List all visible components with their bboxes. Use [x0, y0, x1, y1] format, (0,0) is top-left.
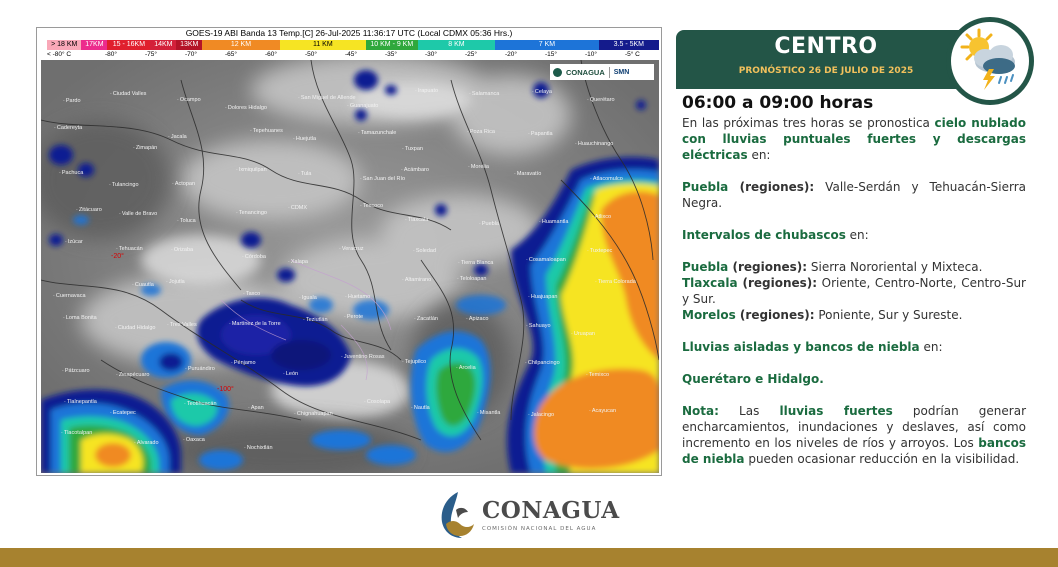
isolated-rain-states: Querétaro e Hidalgo.: [682, 372, 824, 386]
region-title: CENTRO: [774, 34, 878, 59]
satellite-map: [36, 27, 662, 476]
city-label: · Valle de Bravo: [119, 211, 157, 217]
city-label: · Tepehuanes: [250, 128, 283, 134]
city-label: · Huauchinango: [575, 141, 613, 147]
showers-heading: Intervalos de chubascos en:: [682, 228, 869, 242]
city-label: · Texcoco: [360, 203, 383, 209]
city-label: · Córdoba: [242, 254, 266, 260]
conagua-footer-logo: [436, 490, 626, 542]
scale-segment: > 18 KM: [47, 40, 81, 50]
city-label: · Zinapécuaro: [116, 372, 149, 378]
city-label: · Zimapán: [133, 145, 157, 151]
city-label: · Chilpancingo: [525, 360, 560, 366]
city-label: · Ocampo: [177, 97, 201, 103]
city-label: · Huajuapan: [528, 294, 557, 300]
city-label: · Cuautla: [132, 282, 154, 288]
city-label: · Acámbaro: [401, 167, 429, 173]
city-label: · Guanajuato: [347, 103, 378, 109]
scale-segment: 8 KM: [418, 40, 496, 50]
city-label: · Huetamo: [345, 294, 370, 300]
city-label: · Sahuayo: [526, 323, 551, 329]
altitude-scale: [47, 40, 659, 50]
city-label: · Nochixtlán: [244, 445, 273, 451]
city-label: · Pachuca: [59, 170, 83, 176]
city-label: · Pénjamo: [231, 360, 256, 366]
city-label: · Perote: [344, 314, 363, 320]
city-label: · Ecatepec: [110, 410, 136, 416]
city-label: · Ixmiquilpan: [236, 167, 267, 173]
city-label: · Iguala: [299, 295, 317, 301]
city-label: · Alvarado: [134, 440, 159, 446]
scale-segment: 14KM: [150, 40, 176, 50]
city-label: · Tlaxcala: [405, 217, 428, 223]
temperature-label: -5° C: [625, 51, 640, 58]
city-label: · Atlacomulco: [590, 176, 623, 182]
city-label: · Tuxpan: [402, 146, 423, 152]
city-label: · Papantla: [528, 131, 553, 137]
temperature-label: -30°: [425, 51, 437, 58]
city-label: · Actopan: [172, 181, 195, 187]
city-label: · Maravatío: [514, 171, 541, 177]
city-label: · San Miguel de Allende: [298, 95, 356, 101]
city-label: · Xalapa: [288, 259, 308, 265]
city-label: · San Juan del Río: [360, 176, 405, 182]
region-puebla-1: Puebla (regiones): Valle-Serdán y Tehuacán-Sierra Negra.: [682, 180, 1026, 210]
footer-agency-name: CONAGUA: [482, 497, 620, 524]
scale-segment: 17KM: [81, 40, 107, 50]
city-label: · Ciudad Hidalgo: [115, 325, 155, 331]
scale-segment: 11 KM: [280, 40, 366, 50]
city-label: · Dolores Hidalgo: [225, 105, 267, 111]
city-label: · Querétaro: [587, 97, 615, 103]
temperature-label: -20°: [505, 51, 517, 58]
city-label: · Tlalnepantla: [64, 399, 97, 405]
footer-agency-subtitle: COMISIÓN NACIONAL DEL AGUA: [482, 526, 597, 532]
city-label: · Tuxtepec: [587, 248, 612, 254]
forecast-date: PRONÓSTICO 26 DE JULIO DE 2025: [738, 66, 914, 76]
city-label: · León: [283, 371, 298, 377]
temperature-label: -25°: [465, 51, 477, 58]
city-label: · Ciudad Valles: [110, 91, 146, 97]
forecast-text: [682, 92, 1026, 467]
city-label: · Tierra Colorada: [595, 279, 636, 285]
temperature-label: -70°: [185, 51, 197, 58]
region-tlaxcala: Tlaxcala (regiones): Oriente, Centro-Norte, Centro-Sur y Sur.: [682, 276, 1026, 306]
city-label: · Tejupilco: [402, 359, 426, 365]
map-header: [37, 28, 661, 60]
city-label: · Veracruz: [339, 246, 364, 252]
city-label: · Puebla: [479, 221, 499, 227]
region-morelos: Morelos (regiones): Poniente, Sur y Sureste.: [682, 308, 963, 322]
temperature-label: < -80° C: [47, 51, 72, 58]
city-label: · Teotihuacán: [184, 401, 217, 407]
footer-bar: [0, 548, 1058, 567]
city-label: · Nautla: [411, 405, 430, 411]
city-label: · Cosolapa: [364, 399, 390, 405]
scale-segment: 3.5 - 5KM: [599, 40, 659, 50]
scale-segment: 13KM: [176, 40, 202, 50]
city-label: · Juventino Rosas: [341, 354, 385, 360]
map-title: GOES-19 ABI Banda 13 Temp.[C] 26-Jul-2025 11:36:17 UTC (Local CDMX 05:36 Hrs.): [185, 28, 513, 38]
grid-label: -100°: [217, 386, 234, 393]
city-label: · Temixco: [586, 372, 609, 378]
temperature-label: -50°: [305, 51, 317, 58]
conagua-logo-text: CONAGUA: [566, 67, 605, 77]
city-label: · Misantla: [477, 410, 500, 416]
agency-logos: [550, 64, 654, 80]
temperature-label: -10°: [585, 51, 597, 58]
city-label: · Acayucan: [589, 408, 616, 414]
city-label: · Tenancingo: [236, 210, 267, 216]
smn-logo-text: SMN: [613, 68, 630, 76]
city-label: · Oaxaca: [183, 437, 205, 443]
city-label: · Salamanca: [469, 91, 499, 97]
city-label: · Morelia: [468, 164, 489, 170]
city-label: · Pátzcuaro: [62, 368, 90, 374]
city-label: · Irapuato: [415, 88, 438, 94]
city-label: · Jojutla: [166, 279, 185, 285]
city-label: · Chignahuapan: [294, 411, 333, 417]
city-label: · Poza Rica: [467, 129, 495, 135]
city-label: · CDMX: [288, 205, 307, 211]
city-label: · Atlixco: [592, 214, 611, 220]
isolated-rain-heading: Lluvias aisladas y bancos de niebla en:: [682, 340, 943, 354]
temperature-scale: [47, 50, 659, 59]
city-label: · Celaya: [532, 89, 552, 95]
city-label: · Huamantla: [539, 219, 568, 225]
city-label: · Zacatlán: [414, 316, 438, 322]
city-label: · Loma Bonita: [63, 315, 97, 321]
temperature-label: -60°: [265, 51, 277, 58]
city-label: · Tamazunchale: [358, 130, 396, 136]
city-label: · Martínez de la Torre: [229, 321, 281, 327]
city-label: · Tierra Blanca: [458, 260, 493, 266]
city-label: · Altamirano: [402, 277, 431, 283]
conagua-emblem-icon: [436, 490, 476, 540]
temperature-label: -65°: [225, 51, 237, 58]
city-label: · Zitácuaro: [76, 207, 102, 213]
city-label: · Orizaba: [171, 247, 193, 253]
temperature-label: -35°: [385, 51, 397, 58]
city-label: · Teziutlán: [303, 317, 328, 323]
city-label: · Uruapan: [571, 331, 595, 337]
city-label: · Arcelia: [456, 365, 476, 371]
region-puebla-2: Puebla (regiones): Sierra Nororiental y Mixteca.: [682, 260, 983, 274]
scale-segment: 15 - 16KM: [107, 40, 150, 50]
city-label: · Tlacotalpan: [61, 430, 92, 436]
city-label: · Huejutla: [293, 136, 316, 142]
forecast-intro: En las próximas tres horas se pronostica cielo nublado con lluvias puntuales fuertes y descargas eléctricas en:: [682, 116, 1026, 162]
scale-segment: 12 KM: [202, 40, 280, 50]
satellite-image: [41, 60, 659, 473]
scale-segment: 10 KM - 9 KM: [366, 40, 418, 50]
scale-segment: 7 KM: [495, 40, 598, 50]
city-label: · Jalacingo: [528, 412, 554, 418]
city-label: · Cuernavaca: [53, 293, 86, 299]
city-label: · Apizaco: [466, 316, 488, 322]
temperature-label: -75°: [145, 51, 157, 58]
conagua-logo-icon: [553, 68, 562, 77]
city-label: · Teloloapan: [457, 276, 486, 282]
city-label: · Jacala: [168, 134, 187, 140]
city-label: · Cosamaloapan: [526, 257, 566, 263]
temperature-label: -15°: [545, 51, 557, 58]
city-label: · Puruándiro: [185, 366, 215, 372]
city-label: · Apan: [248, 405, 264, 411]
city-label: · Tula: [298, 171, 311, 177]
city-label: · Pardo: [63, 98, 81, 104]
grid-label: -20°: [111, 253, 124, 260]
city-label: · Taxco: [243, 291, 260, 297]
temperature-label: -45°: [345, 51, 357, 58]
city-label: · Soledad: [413, 248, 436, 254]
city-label: · Tres Valles: [167, 322, 197, 328]
city-label: · Izúcar: [65, 239, 83, 245]
city-label: · Toluca: [177, 218, 196, 224]
temperature-label: -80°: [105, 51, 117, 58]
city-label: · Tulancingo: [109, 182, 139, 188]
city-label: · Tehuacán: [116, 246, 143, 252]
forecast-note: Nota: Las lluvias fuertes podrían generar encharcamientos, inundaciones y deslaves, así como incremento en los niveles de ríos y arroyos. Los bancos de niebla pueden ocasionar reducción en la visibilidad.: [682, 404, 1027, 466]
time-range: 06:00 a 09:00 horas: [682, 93, 874, 113]
city-label: · Cadereyta: [54, 125, 82, 131]
